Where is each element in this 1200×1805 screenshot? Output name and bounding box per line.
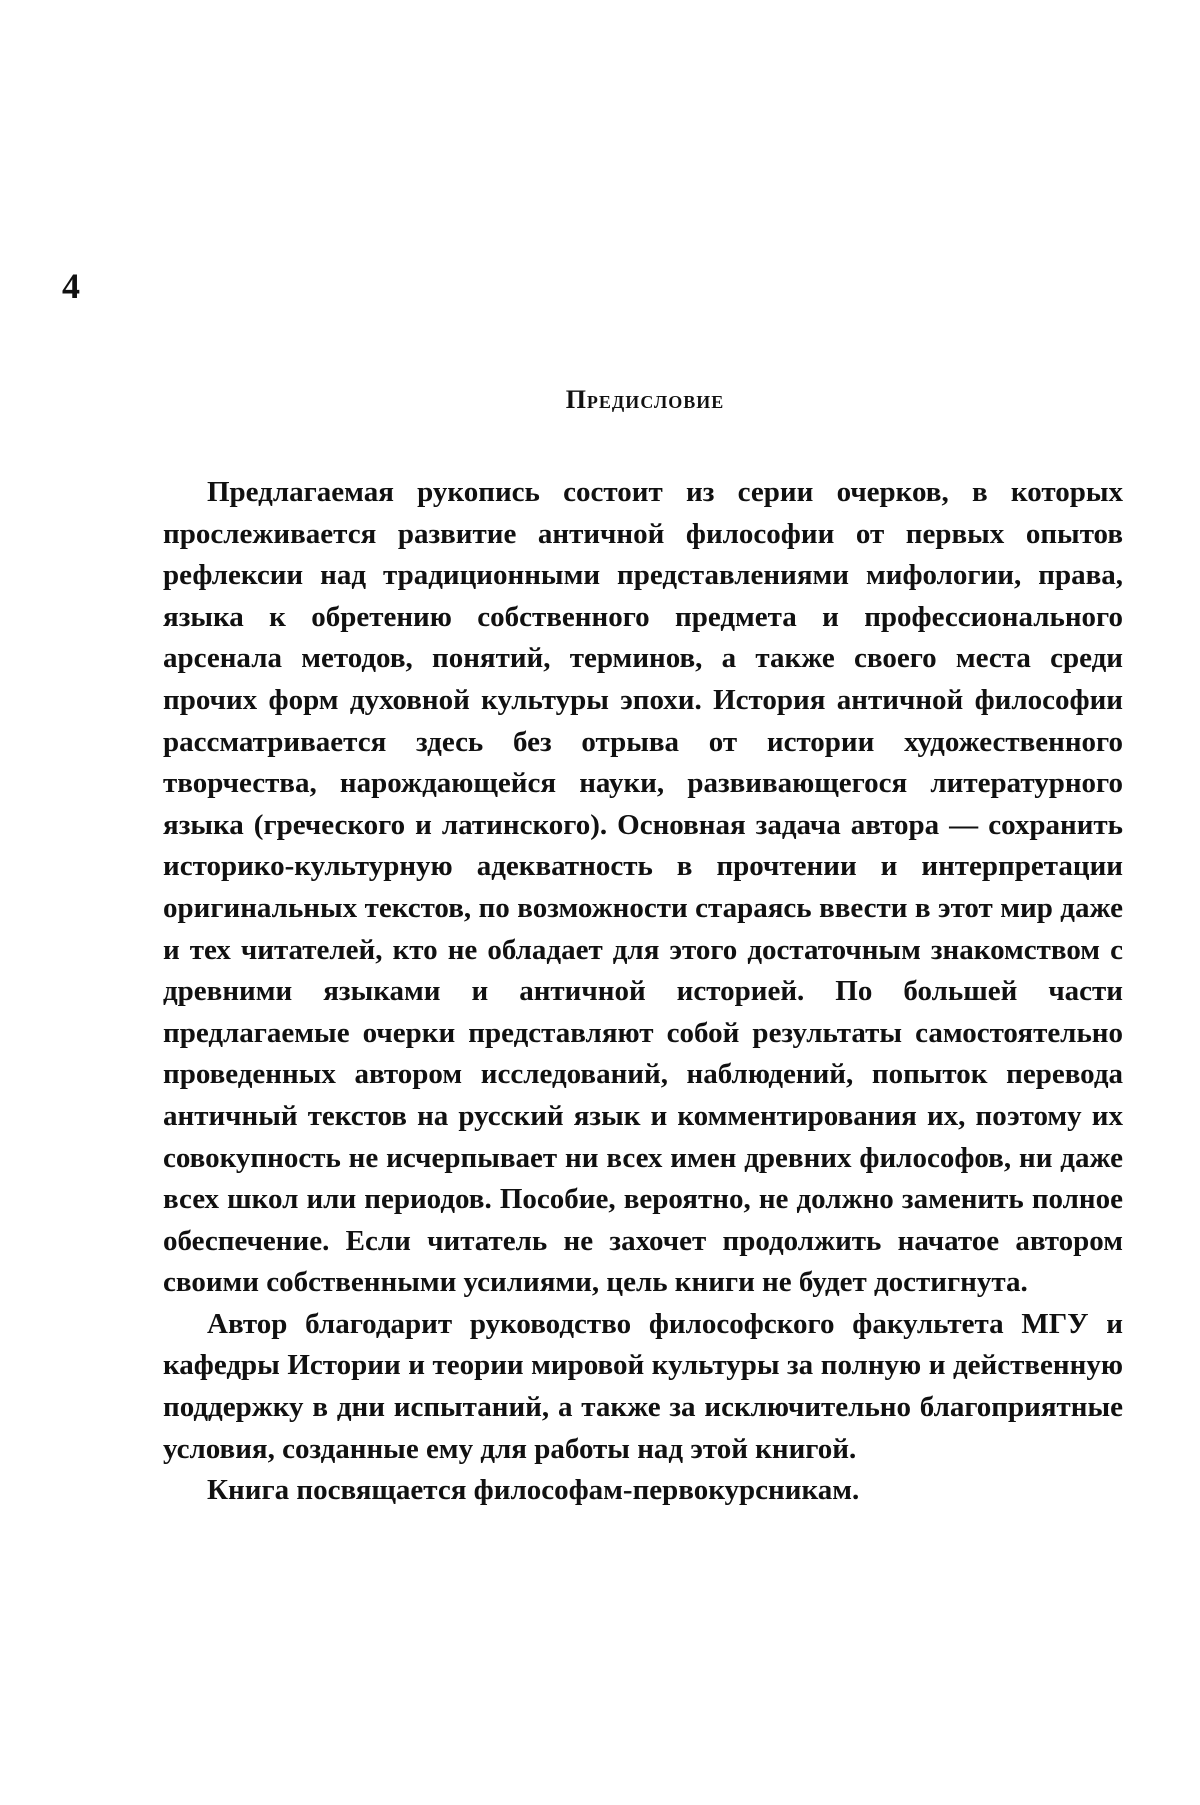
page-number: 4 [62,266,80,306]
page-title: Предисловие [565,385,725,414]
paragraph-acknowledgements: Автор благодарит руководство философского факультета МГУ и кафедры Истории и теории мировой культуры за полную и действенную поддержку в дни испытаний, а также за исключительно благоприятные условия, созданные ему для работы над этой книгой. [163,1307,1123,1465]
body-text [163,472,1123,1512]
paragraph-dedication: Книга посвящается философам-первокурсникам. [207,1474,860,1507]
paragraph-intro: Предлагаемая рукопись состоит из серии очерков, в которых прослеживается развитие античной философии от первых опытов рефлексии над традиционными представлениями мифологии, права, языка к обретению собственного предмета и профессионального арсенала методов, понятий, терминов, а также своего места среди прочих форм духовной культуры эпохи. История античной философии рассматривается здесь без отрыва от истории художественного творчества, нарождающейся науки, развивающегося литературного языка (греческого и латинского). Основная задача автора — сохранить историко-культурную адекватность в прочтении и интерпретации оригинальных текстов, по возможности стараясь ввести в этот мир даже и тех читателей, кто не обладает для этого достаточным знакомством с древними языками и античной историей. По большей части предлагаемые очерки представляют собой результаты самостоятельно проведенных автором исследований, наблюдений, попыток перевода античный текстов на русский язык и комментирования их, поэтому их совокупность не исчерпывает ни всех имен древних философов, ни даже всех школ или периодов. Пособие, вероятно, не должно заменить полное обеспечение. Если читатель не захочет продолжить начатое автором своими собственными усилиями, цель книги не будет достигнута. [163,476,1123,1299]
